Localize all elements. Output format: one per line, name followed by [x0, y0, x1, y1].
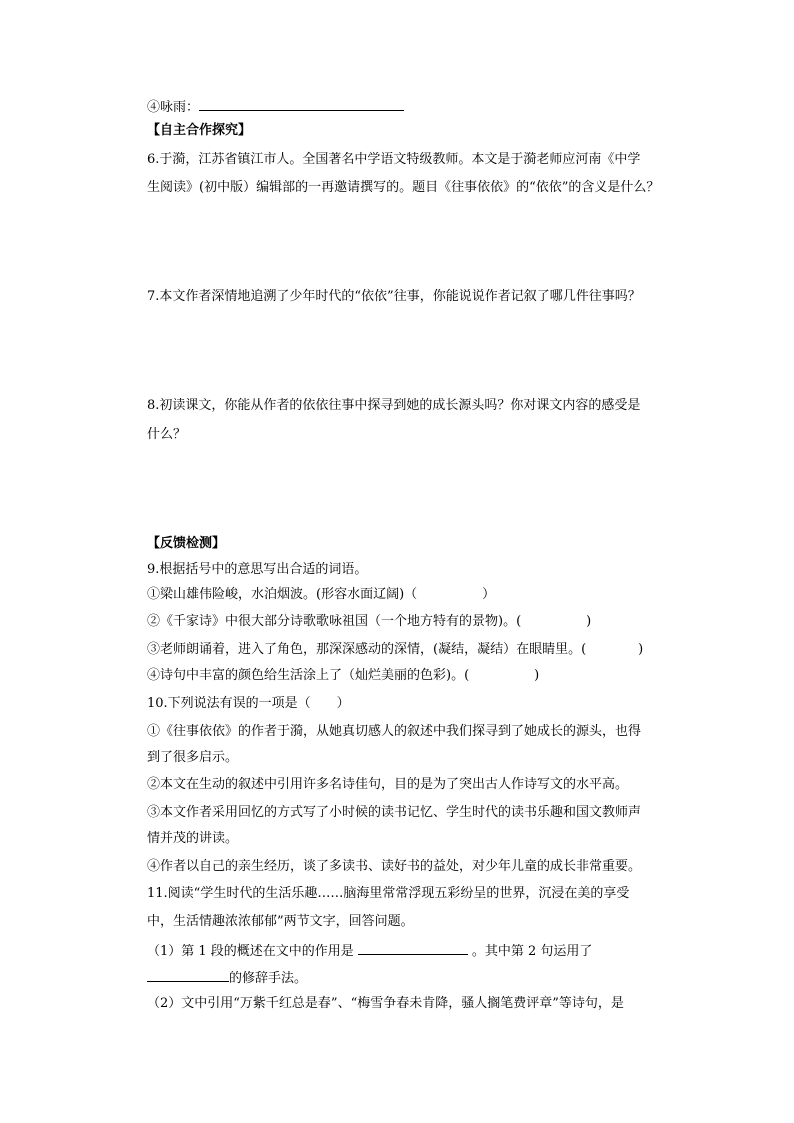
question-11-sub1-blank-1[interactable]	[358, 941, 468, 955]
question-11-sub1-text-c: 的修辞手法。	[229, 971, 308, 986]
yongyu-answer-blank[interactable]	[199, 97, 404, 111]
yongyu-prompt	[147, 97, 404, 116]
question-10-option-2: ②本文在生动的叙述中引用许多名诗佳句，目的是为了突出古人作诗写文的水平高。	[147, 777, 629, 792]
question-11-stem-line2: 中，生活情趣浓浓郁郁”两节文字，回答问题。	[147, 914, 414, 929]
question-11-sub1-line2	[147, 968, 307, 987]
question-10-option-3-line1: ③本文作者采用回忆的方式写了小时候的读书记忆、学生时代的读书乐趣和国文教师声	[147, 805, 642, 820]
question-8-line1: 8.初读课文，你能从作者的依依往事中探寻到她的成长源头吗？你对课文内容的感受是	[147, 398, 641, 413]
question-11-sub1-text-a: （1）第 1 段的概述在文中的作用是	[147, 944, 354, 959]
question-9-stem: 9.根据括号中的意思写出合适的词语。	[147, 562, 368, 577]
question-9-item-4: ④诗句中丰富的颜色给生活涂上了（灿烂美丽的色彩)。( )	[147, 668, 540, 683]
question-9-item-2: ②《千家诗》中很大部分诗歌歌咏祖国（一个地方特有的景物)。( )	[147, 614, 592, 629]
question-6-line1: 6.于漪，江苏省镇江市人。全国著名中学语文特级教师。本文是于漪老师应河南《中学	[147, 152, 641, 167]
question-10-option-4: ④作者以自己的亲生经历，谈了多读书、读好书的益处，对少年儿童的成长非常重要。	[147, 859, 642, 874]
question-11-sub1-blank-2[interactable]	[147, 968, 229, 982]
yongyu-label: ④咏雨：	[147, 100, 200, 115]
section-heading-explore: 【自主合作探究】	[147, 123, 252, 138]
question-8-line2: 什么？	[147, 427, 187, 442]
question-10-option-1-line2: 到了很多启示。	[147, 750, 239, 765]
question-11-sub2: （2）文中引用“万紫千红总是春”、“梅雪争春未肯降，骚人搁笔费评章”等诗句，是	[147, 996, 624, 1011]
question-7: 7.本文作者深情地追溯了少年时代的“依依”往事，你能说说作者记叙了哪几件往事吗？	[147, 289, 641, 304]
question-10-option-1-line1: ①《往事依依》的作者于漪，从她真切感人的叙述中我们探寻到了她成长的源头，也得	[147, 724, 642, 739]
question-11-stem-line1: 11.阅读“学生时代的生活乐趣……脑海里常常浮现五彩纷呈的世界，沉浸在美的享受	[147, 886, 630, 901]
section-heading-feedback: 【反馈检测】	[147, 536, 226, 551]
question-10-option-3-line2: 情并茂的讲读。	[147, 831, 239, 846]
question-9-item-3: ③老师朗诵着，进入了角色，那深深感动的深情，(凝结，凝结）在眼睛里。( )	[147, 642, 644, 657]
question-11-sub1-line1	[147, 941, 592, 960]
question-10-stem: 10.下列说法有误的一项是（ ）	[147, 696, 350, 711]
question-6-line2: 生阅读》(初中版）编辑部的一再邀请撰写的。题目《往事依依》的“依依”的含义是什么？	[147, 180, 660, 195]
question-11-sub1-text-b: 。其中第 2 句运用了	[471, 944, 593, 959]
question-9-item-1: ①梁山雄伟险峻，水泊烟波。(形容水面辽阔)（ ）	[147, 587, 496, 602]
